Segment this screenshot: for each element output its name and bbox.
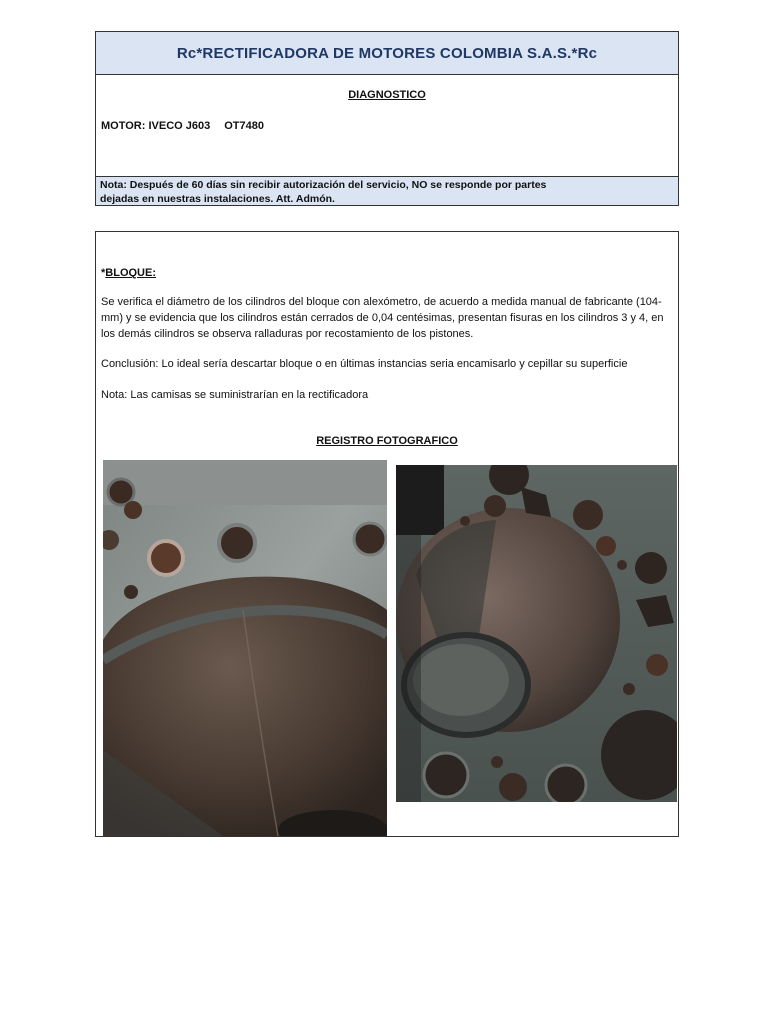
motor-info [101, 120, 264, 132]
diagnosis-box [95, 231, 679, 837]
bloque-prefix: * [101, 267, 106, 279]
header-box [95, 31, 679, 206]
liner-note: Nota: Las camisas se suministrarían en la rectificadora [101, 389, 369, 401]
photo-section-title: REGISTRO FOTOGRAFICO [316, 435, 458, 447]
conclusion-text: Conclusión: Lo ideal sería descartar bloque o en últimas instancias seria encamisarlo y cepillar su superficie [101, 358, 628, 370]
cylinder-photo-2 [396, 465, 677, 802]
motor-label: MOTOR: IVECO J603 [101, 120, 211, 132]
notice-line-2: dejadas en nuestras instalaciones. Att. Admón. [100, 193, 335, 205]
diagnosis-paragraph: Se verifica el diámetro de los cilindros del bloque con alexómetro, de acuerdo a medida manual de fabricante (104-mm) y se evidencia que los cilindros están cerrados de 0,04 centésimas, presentan fisuras en los cilindros 3 y 4, en los demás cilindros se observa ralladuras por recostamiento de los pistones. [101, 296, 664, 340]
section-title: DIAGNOSTICO [348, 89, 426, 101]
bloque-label: BLOQUE: [105, 267, 157, 279]
bloque-heading [101, 265, 673, 281]
order-number: OT7480 [224, 120, 264, 132]
notice-line-1: Nota: Después de 60 días sin recibir autorización del servicio, NO se responde por partes [100, 179, 547, 191]
cylinder-photo-1 [103, 460, 387, 836]
company-title: Rc*RECTIFICADORA DE MOTORES COLOMBIA S.A.S.*Rc [96, 32, 678, 75]
notice-bar [96, 176, 678, 205]
